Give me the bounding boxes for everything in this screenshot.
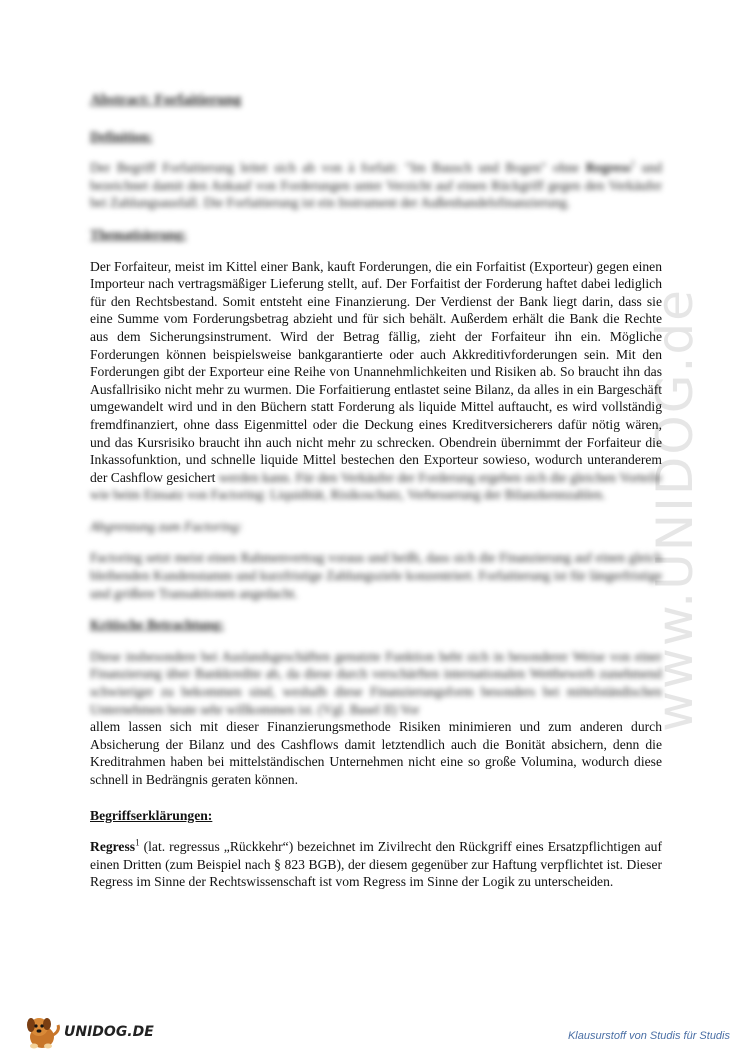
unidog-logo [22,1012,162,1052]
document-content [90,92,662,905]
regress-definition-term: Regress [90,839,136,855]
thematisierung-paragraph [90,258,662,504]
watermark: www.UNIDOG.de [646,288,705,732]
definition-paragraph: Der Begriff Forfaitierung leitet sich ab von à forfait: "Im Bausch und Bogen" ohne Regress$^1$ und bezeichnet damit den Ankauf von Forderungen unter Verzicht auf einen Rückgriff gegen den Verkäufer bei Zahlungsausfall. Die Forfaitierung ist ein Instrument der Außenhandelsfinanzierung. [90,158,663,211]
footer-tagline: Klausurstoff von Studis für Studis [567,1030,730,1042]
kritische-paragraph: allem lassen sich mit dieser Finanzierungsmethode Risiken minimieren und zum anderen durch Absicherung der Bilanz und des Cashflows damit letztendlich auch die Bonität absichern, denn die Kreditrahmen haben bei mittelständischen Unternehmen nicht eine so große Volumina, wodurch diese schnell in Bedrängnis geraten können. [90,719,662,787]
logo-text: UNIDOG.DE [64,1024,154,1040]
thematisierung-text-blurred: werden kann. Für den Verkäufer der Forderung ergeben sich die gleichen Vorteile wie beim Einsatz von Factoring: Liquidität, Risikoschutz, Verbesserung der Bilanzkennzahlen. [90,469,662,503]
definition-heading: Definition: [90,128,153,144]
dog-mascot-icon [22,1013,62,1051]
document-title: Abstract: Forfaitierung [90,92,242,108]
kritische-paragraph-blurred: Diese insbesondere bei Auslandsgeschäften genutzte Funktion hebt sich in besonderer Weise von einer Finanzierung über Bankkredite ab, da diese durch verschärften internationalen Wettbewerb zunehmend schwieriger zu bekommen sind, weshalb diese Finanzierungsform besonders bei mittelständischen Unternehmen heute sehr willkommen ist. (Vgl. Basel II) Vor [90,648,662,717]
thematisierung-heading: Thematisierung: [90,226,187,242]
begriffe-paragraph: Regress$^1$ (lat. regressus „Rückkehr“) bezeichnet im Zivilrecht den Rückgriff eines Ersatzpflichtigen auf einen Dritten (zum Beispiel nach § 823 BGB), der diesem gegenüber zur Haftung verpflichtet ist. Dieser Regress im Sinne der Rechtswissenschaft ist vom Regress im Sinne der Logik zu unterscheiden. [90,837,662,890]
begriffe-heading: Begriffserklärungen: [90,807,213,823]
factoring-subheading: Abgrenzung zum Factoring: [90,518,243,534]
factoring-paragraph: Factoring setzt meist einen Rahmenvertrag voraus und heißt, dass sich die Finanzierung auf einen gleich bleibenden Kundenstamm und kurzfristige Zahlungsziele konzentriert. Forfaitierung ist für längerfristige und größere Transaktionen angedacht. [90,550,662,601]
kritische-heading: Kritische Betrachtung: [90,617,225,633]
regress-term: Regress [585,160,631,176]
thematisierung-text: Der Forfaiteur, meist im Kittel einer Bank, kauft Forderungen, die ein Forfaitist (Exporteur) gegen einen Importeur nach vertragsmäßiger Lieferung stellt, auf. Der Forfaitist der Forderung haftet dabei lediglich für den Rechtsbestand. Somit entsteht eine Finanzierung. Der Verdienst der Bank liegt darin, dass sie eine Summe vom Forderungsbetrag abzieht und für sich behält. Außerdem erhält die Bank die Rechte aus dem Sicherungsinstrument. Wird der Betrag fällig, zieht der Forfaiteur ihn ein. Mögliche Forderungen können beispielsweise bankgarantierte oder auch Akkreditivforderungen sein. Mit den Forderungen gibt der Exporteur eine Reihe von Unannehmlichkeiten und Risiken ab. So braucht ihn das Ausfallrisiko nicht mehr zu wurmen. Die Forfaitierung entlastet seine Bilanz, da alles in ein Bargeschäft umgewandelt wird und in den Büchern statt Forderung als liquide Mittel auftaucht, es wird vollständig fremdfinanziert, ohne dass Eigenmittel oder die Deckung eines Kreditversicherers dafür nötig wären, und das Kursrisiko braucht ihn auch nicht mehr zu schrecken. Obendrein übernimmt der Forfaiteur die Inkassofunktion, und schnelle liquide Mittel bestechen den Exporteur sowieso, wodurch unteranderem der Cashflow gesichert [90,258,662,485]
